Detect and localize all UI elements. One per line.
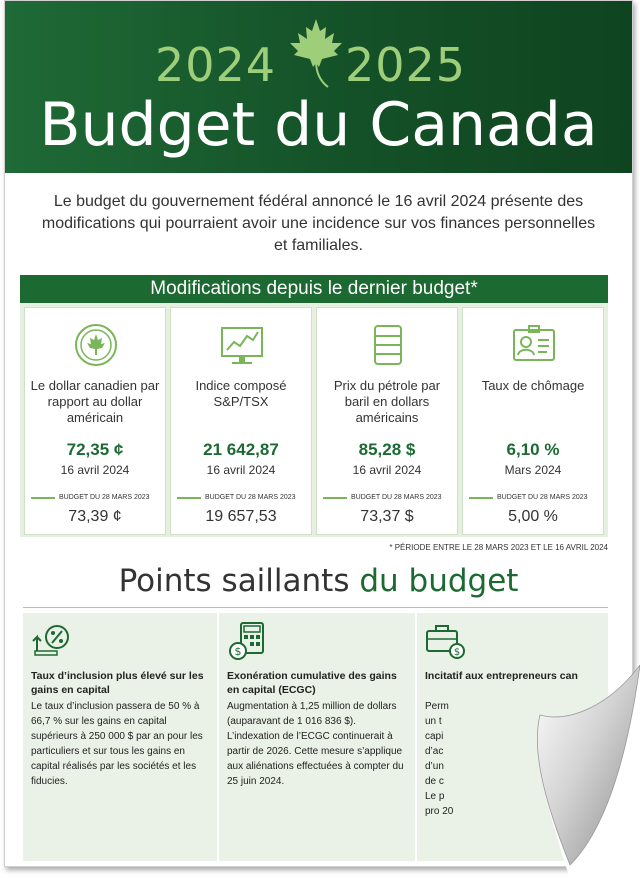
page-curl (530, 665, 640, 879)
indicator-label: Le dollar canadien par rapport au dollar américain (30, 378, 160, 425)
indicator-card-unemployment (462, 307, 604, 535)
indicator-label: Indice composé S&P/TSX (195, 378, 287, 409)
caption-rule (177, 497, 201, 499)
indicator-label: Prix du pétrole par baril en dollars américains (333, 378, 441, 425)
indicator-date: Mars 2024 (504, 463, 562, 477)
capital-gains-percent-icon (31, 621, 71, 661)
highlight-title: Taux d’inclusion plus élevé sur les gains en capital (31, 670, 204, 696)
budget-caption: BUDGET DU 28 MARS 2023 (351, 494, 442, 501)
highlights-divider (23, 607, 608, 608)
svg-text:$: $ (234, 645, 242, 658)
highlights-title-plain: Points saillants (118, 563, 350, 599)
calculator-dollar-icon (227, 621, 267, 661)
indicator-value: 72,35 ¢ (66, 440, 124, 459)
budget-caption: BUDGET DU 28 MARS 2023 (59, 494, 150, 501)
modifications-heading: Modifications depuis le dernier budget* (20, 275, 608, 303)
indicator-card-oil (316, 307, 458, 535)
budget-caption-row (31, 493, 161, 503)
budget-caption-row (323, 493, 453, 503)
employee-id-badge-icon (511, 322, 557, 368)
highlight-body: Augmentation à 1,25 million de dollars (auparavant de 1 016 836 $). L’indexation de l’ECGC continuerait à partir de 2026. Cette mesure s’applique aux aliénations effectuées à compter du 25 juin 2024. (227, 701, 404, 787)
oil-barrel-icon (365, 322, 411, 368)
year-end: 2025 (345, 38, 467, 92)
highlights-title-accent: du budget (359, 563, 519, 599)
indicator-value: 6,10 % (506, 440, 560, 459)
maple-leaf-icon (288, 17, 344, 89)
highlights-panel (23, 613, 608, 861)
caption-rule (469, 497, 493, 499)
previous-value: 73,39 ¢ (68, 508, 122, 525)
caption-rule (31, 497, 55, 499)
indicator-date: 16 avril 2024 (60, 463, 130, 477)
highlights-title (5, 561, 632, 601)
indicator-card-dollar (24, 307, 166, 535)
year-start: 2024 (155, 38, 277, 92)
stock-chart-monitor-icon (219, 322, 265, 368)
caption-rule (323, 497, 347, 499)
modifications-panel (20, 303, 608, 537)
indicator-card-tsx (170, 307, 312, 535)
indicator-value: 21 642,87 (203, 440, 279, 459)
page-title: Budget du Canada (39, 90, 598, 160)
canadian-dollar-coin-icon (73, 322, 119, 368)
indicator-date: 16 avril 2024 (206, 463, 276, 477)
briefcase-dollar-icon (425, 621, 465, 661)
budget-caption: BUDGET DU 28 MARS 2023 (205, 494, 296, 501)
svg-text:$: $ (453, 647, 461, 658)
previous-value: 5,00 % (508, 508, 558, 525)
indicator-date: 16 avril 2024 (352, 463, 422, 477)
indicator-label: Taux de chômage (481, 378, 585, 393)
highlight-title: Exonération cumulative des gains en capital (ECGC) (227, 670, 397, 696)
indicator-value: 85,28 $ (358, 440, 416, 459)
highlight-item (23, 613, 217, 861)
budget-caption-row (177, 493, 307, 503)
budget-caption-row (469, 493, 599, 503)
highlight-body: Le taux d’inclusion passera de 50 % à 66,7 % sur les gains en capital supérieurs à 250 000 $ par an pour les particuliers et sur tous les gains en capital réalisés par les sociétés et les fiducies. (31, 701, 203, 787)
budget-caption: BUDGET DU 28 MARS 2023 (497, 494, 588, 501)
header-banner (5, 1, 632, 173)
previous-value: 73,37 $ (360, 508, 414, 525)
highlight-item (219, 613, 415, 861)
intro-paragraph: Le budget du gouvernement fédéral annoncé le 16 avril 2024 présente des modifications qui pourraient avoir une incidence sur vos finances personnelles et familiales. (41, 193, 596, 254)
highlight-title: Incitatif aux entrepreneurs can (425, 670, 578, 682)
previous-value: 19 657,53 (205, 508, 277, 525)
highlight-body: Perm un t capi d’ac d’un de c Le p pro 20 (425, 701, 454, 817)
period-footnote: * PÉRIODE ENTRE LE 28 MARS 2023 ET LE 16 AVRIL 2024 (389, 543, 608, 552)
